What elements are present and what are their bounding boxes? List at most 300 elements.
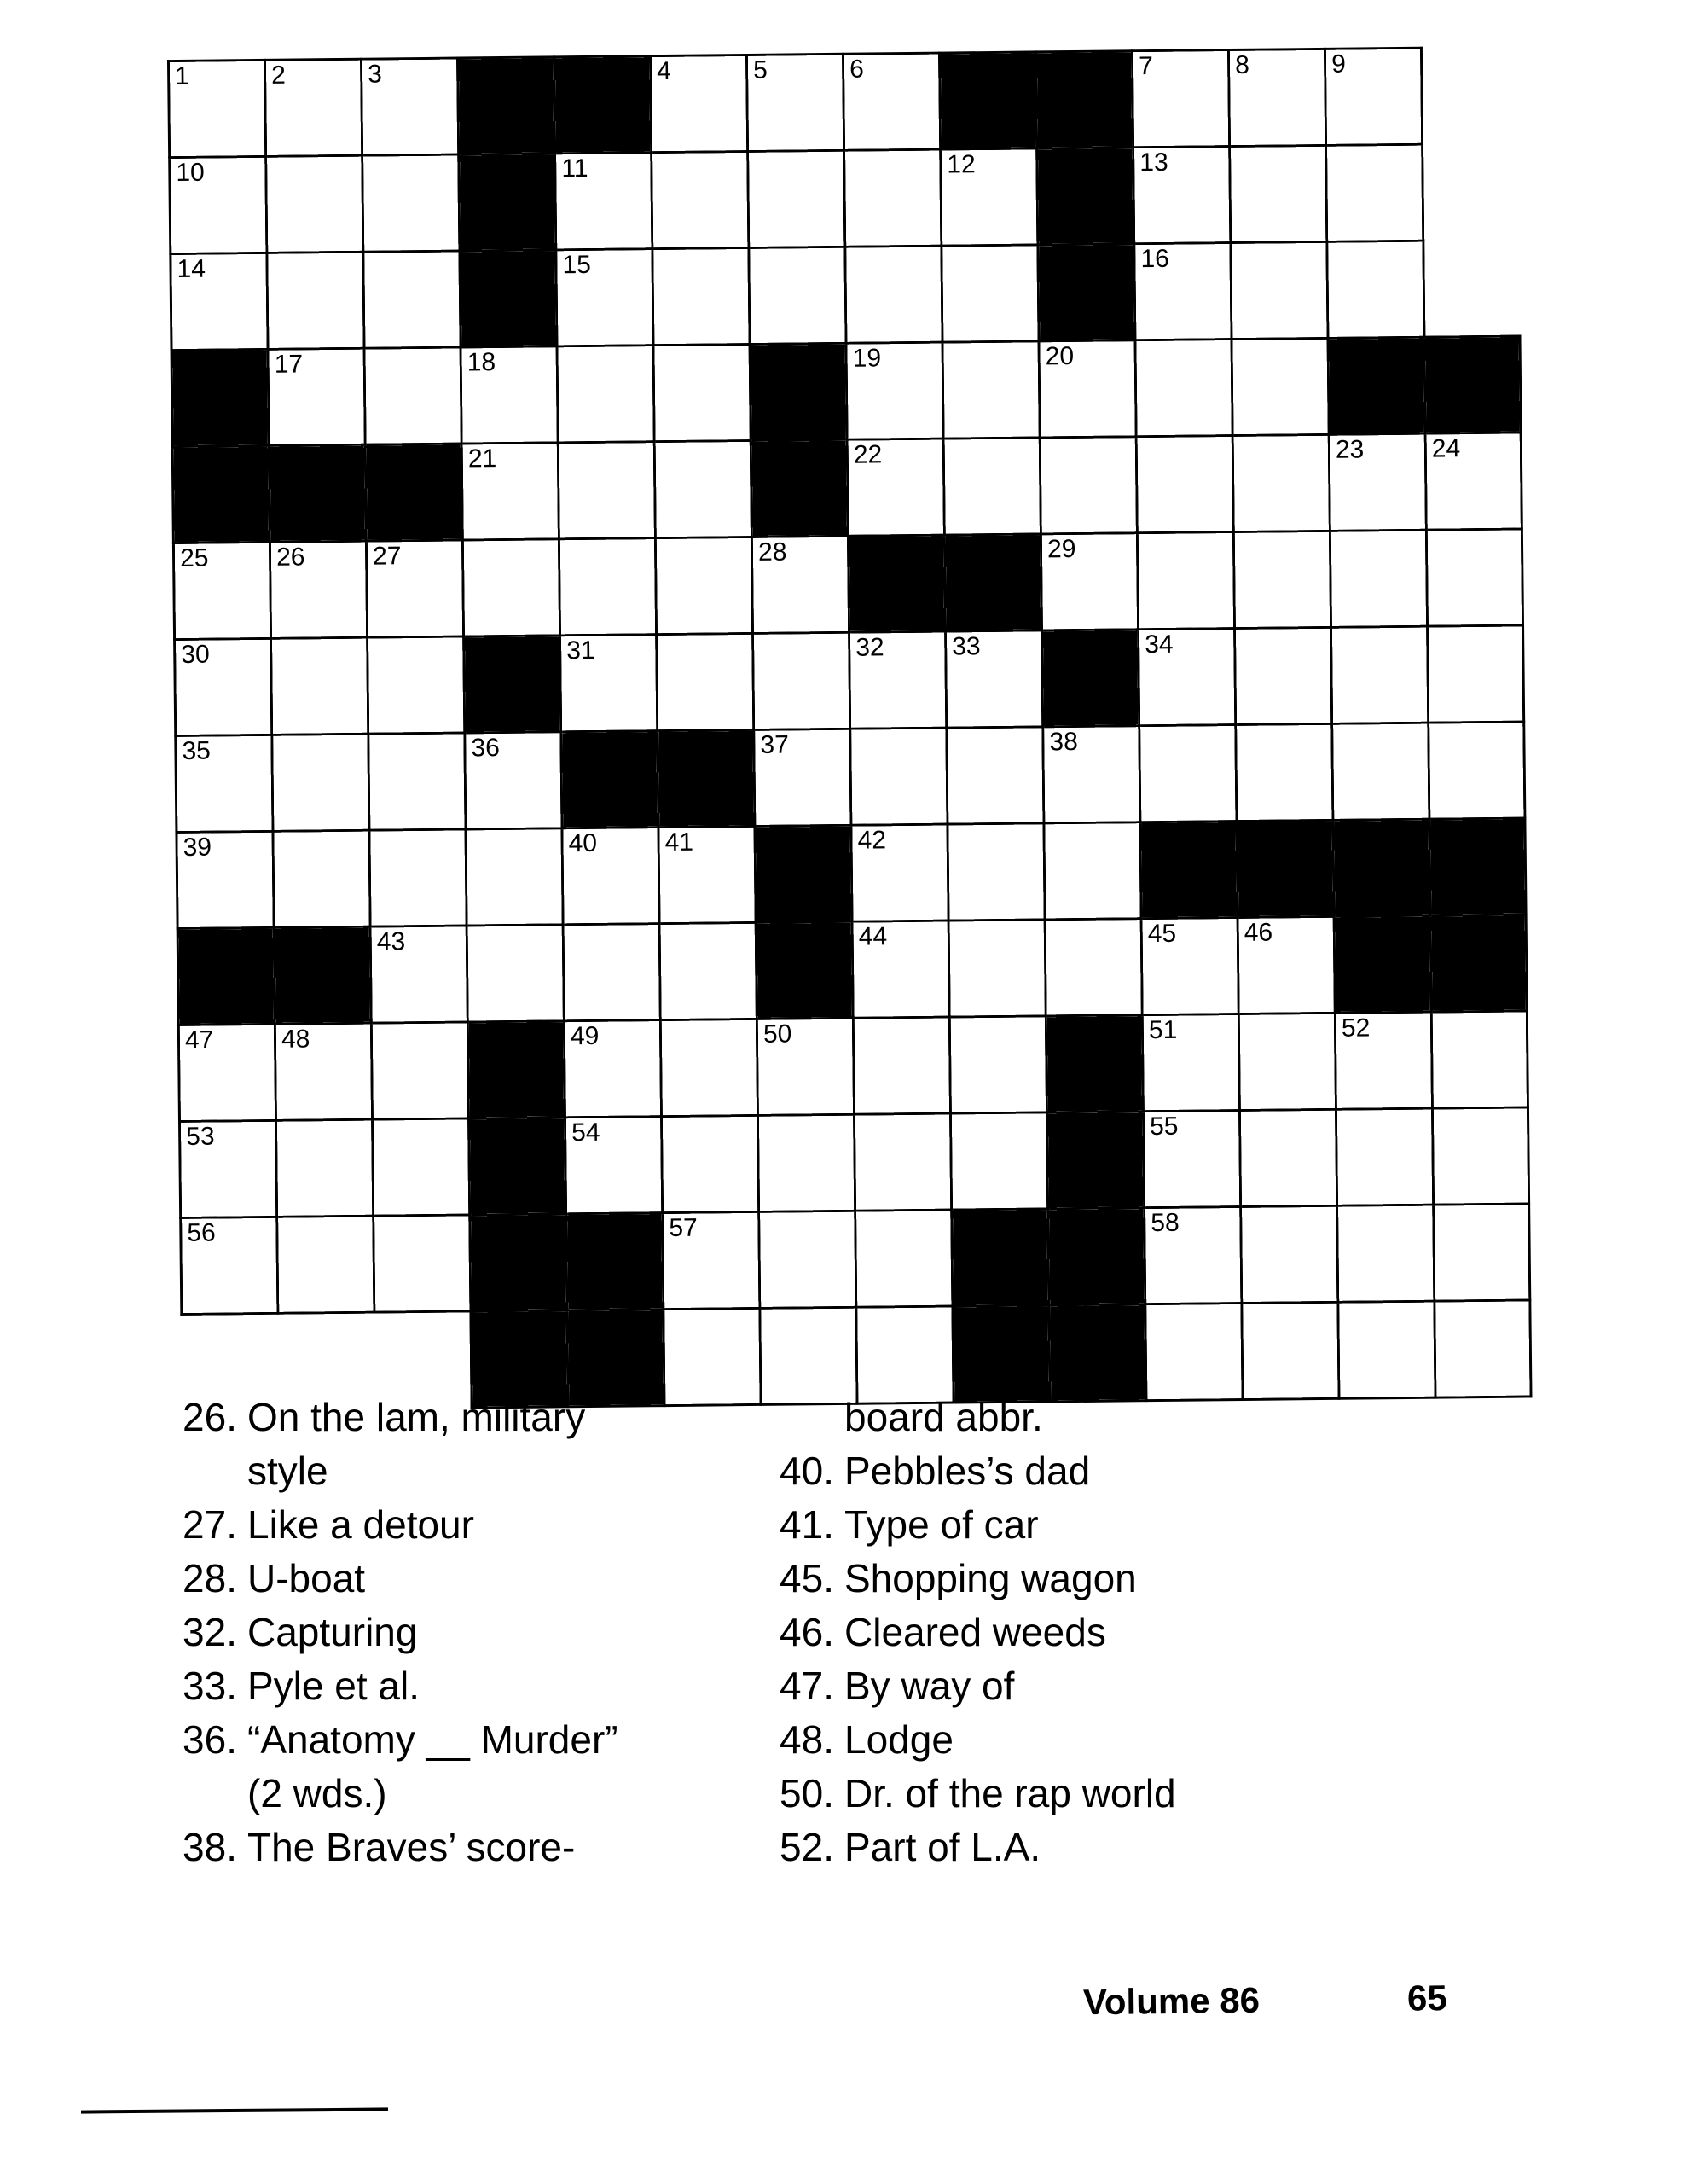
grid-cell[interactable] (559, 538, 656, 636)
grid-cell-block (1037, 148, 1134, 245)
clue-text: Capturing (247, 1610, 418, 1654)
grid-cell[interactable] (852, 921, 949, 1018)
clue-item (162, 1713, 759, 1767)
grid-cell-number: 8 (1234, 50, 1249, 79)
grid-cell-number: 53 (186, 1122, 215, 1151)
grid-cell-block (952, 1209, 1049, 1306)
grid-cell[interactable] (563, 924, 660, 1021)
grid-cell[interactable] (1041, 533, 1138, 630)
grid-cell-number: 51 (1148, 1015, 1178, 1045)
grid-cell[interactable] (942, 341, 1040, 439)
clue-text-continuation: style (247, 1449, 328, 1493)
grid-cell-block (755, 825, 852, 922)
grid-cell[interactable] (749, 247, 846, 344)
clue-text: The Braves’ score- (247, 1825, 576, 1869)
grid-cell-number: 48 (281, 1025, 310, 1054)
grid-cell-block (1140, 822, 1238, 919)
grid-cell-block (554, 56, 651, 154)
clue-text: Shopping wagon (844, 1556, 1137, 1600)
grid-cell[interactable] (654, 440, 751, 537)
grid-cell-number: 22 (853, 440, 883, 469)
grid-cell-block (1430, 915, 1527, 1012)
grid-cell-number: 17 (274, 350, 304, 379)
grid-cell[interactable] (270, 541, 367, 638)
grid-cell[interactable] (943, 438, 1041, 535)
grid-cell[interactable] (1132, 50, 1229, 148)
grid-cell-number: 9 (1330, 49, 1346, 78)
grid-cell-number: 28 (757, 537, 787, 566)
grid-cell[interactable] (557, 346, 654, 443)
grid-cell-block (848, 535, 945, 632)
grid-cell[interactable] (950, 1112, 1047, 1210)
clue-item (759, 1498, 1407, 1552)
grid-cell[interactable] (177, 831, 274, 928)
grid-cell[interactable] (374, 1215, 471, 1312)
grid-cell[interactable] (847, 439, 944, 536)
grid-cell[interactable] (175, 638, 272, 735)
grid-cell[interactable] (361, 58, 458, 155)
grid-row (171, 240, 1520, 351)
clue-text: “Anatomy __ Murder” (247, 1717, 618, 1762)
grid-cell[interactable] (1329, 433, 1426, 531)
clue-item (162, 1606, 759, 1659)
grid-cell[interactable] (1143, 1111, 1240, 1208)
clue-text: Type of car (844, 1502, 1039, 1547)
grid-cell[interactable] (1134, 243, 1232, 340)
grid-cell-block (751, 439, 848, 537)
grid-cell[interactable] (1426, 529, 1522, 626)
grid-cell-block (460, 250, 557, 347)
grid-cell[interactable] (942, 245, 1039, 342)
grid-cell[interactable] (1040, 437, 1137, 534)
grid-cell[interactable] (364, 347, 461, 444)
grid-cell-number: 14 (177, 254, 206, 283)
grid-cell-number: 12 (947, 150, 976, 179)
grid-row (172, 433, 1522, 543)
clue-item (759, 1391, 1407, 1444)
grid-cell-block (944, 534, 1041, 631)
clue-column-left (162, 1391, 759, 1874)
grid-cell[interactable] (941, 148, 1038, 246)
grid-cell-number: 29 (1046, 534, 1076, 564)
grid-cell[interactable] (366, 540, 463, 637)
grid-cell[interactable] (1429, 722, 1525, 819)
clue-item-continuation (162, 1444, 759, 1498)
grid-cell-number: 55 (1149, 1112, 1179, 1141)
clue-text: Pebbles’s dad (844, 1449, 1091, 1493)
grid-cell-block (365, 444, 462, 541)
grid-cell-block (1334, 915, 1431, 1013)
grid-cell[interactable] (661, 1115, 758, 1212)
clue-number: 40. (780, 1449, 834, 1493)
grid-row (168, 47, 1517, 158)
grid-cell[interactable] (178, 1024, 275, 1121)
grid-row (173, 529, 1522, 640)
grid-cell[interactable] (171, 253, 268, 350)
grid-cell-block (1046, 1112, 1144, 1209)
grid-cell[interactable] (1039, 340, 1136, 438)
clue-item-continuation (162, 1767, 759, 1821)
grid-cell[interactable] (368, 636, 465, 734)
grid-cell-number: 2 (271, 61, 287, 90)
clue-text: Pyle et al. (247, 1664, 420, 1708)
grid-cell[interactable] (1241, 1205, 1338, 1303)
grid-cell[interactable] (849, 631, 947, 729)
grid-cell[interactable] (1136, 436, 1233, 533)
clue-number: 38. (183, 1825, 237, 1869)
grid-cell[interactable] (1435, 1300, 1531, 1397)
grid-cell-block (172, 445, 270, 543)
grid-cell-block (457, 57, 554, 154)
grid-cell-block (1049, 1304, 1146, 1402)
grid-cell[interactable] (650, 55, 747, 152)
grid-cell-number: 58 (1151, 1208, 1180, 1238)
grid-cell[interactable] (371, 1022, 468, 1119)
grid-cell-number: 57 (669, 1213, 698, 1243)
grid-cell[interactable] (168, 60, 265, 157)
grid-cell[interactable] (652, 247, 750, 345)
clue-text: On the lam, military (247, 1395, 586, 1439)
grid-cell-number: 21 (467, 444, 497, 473)
grid-cell-number: 39 (183, 833, 212, 862)
grid-cell[interactable] (854, 1113, 951, 1211)
grid-cell[interactable] (855, 1210, 953, 1307)
grid-cell-number: 35 (182, 736, 212, 765)
grid-cell[interactable] (462, 539, 559, 636)
grid-cell-block (459, 154, 556, 251)
grid-cell[interactable] (1137, 532, 1234, 630)
grid-cell[interactable] (1434, 1204, 1530, 1301)
grid-cell[interactable] (1327, 241, 1424, 338)
grid-cell[interactable] (369, 829, 467, 926)
grid-cell[interactable] (1335, 1012, 1432, 1109)
clue-item (759, 1606, 1407, 1659)
grid-cell-block (1237, 820, 1334, 917)
grid-cell-number: 5 (752, 55, 768, 84)
clue-number: 48. (780, 1717, 834, 1762)
grid-cell-number: 45 (1147, 919, 1177, 949)
grid-cell-empty (1421, 47, 1517, 144)
grid-cell-number: 54 (571, 1118, 600, 1147)
clue-number: 26. (183, 1395, 237, 1439)
grid-row (178, 1011, 1528, 1122)
grid-cell-block (561, 731, 658, 828)
grid-cell-number: 37 (760, 730, 789, 759)
grid-cell-number: 44 (858, 922, 888, 951)
grid-cell[interactable] (558, 442, 655, 539)
grid-cell[interactable] (1338, 1301, 1435, 1398)
grid-cell[interactable] (1044, 822, 1141, 920)
grid-cell[interactable] (1230, 145, 1327, 242)
grid-cell[interactable] (1142, 1014, 1239, 1112)
grid-cell[interactable] (1330, 530, 1427, 627)
grid-cell[interactable] (1331, 626, 1429, 723)
grid-cell[interactable] (748, 150, 845, 247)
grid-cell[interactable] (1242, 1302, 1339, 1399)
grid-cell[interactable] (461, 346, 558, 444)
clue-number: 46. (780, 1610, 834, 1654)
grid-cell[interactable] (653, 344, 751, 441)
grid-cell[interactable] (1425, 433, 1522, 530)
grid-cell-block (750, 343, 847, 440)
grid-cell[interactable] (845, 246, 942, 343)
grid-cell[interactable] (560, 635, 658, 732)
grid-cell[interactable] (946, 630, 1043, 728)
grid-cell-block (658, 729, 755, 827)
grid-cell[interactable] (1233, 531, 1330, 628)
grid-cell[interactable] (176, 735, 273, 832)
grid-cell-number: 20 (1045, 341, 1075, 371)
grid-cell[interactable] (267, 252, 364, 349)
volume-label: Volume 86 (1082, 1979, 1261, 2023)
grid-cell[interactable] (562, 828, 659, 925)
grid-cell[interactable] (372, 1118, 469, 1216)
grid-cell-number: 24 (1431, 434, 1461, 463)
grid-cell[interactable] (565, 1117, 662, 1214)
clue-item (759, 1713, 1407, 1767)
grid-cell-number: 6 (849, 55, 864, 84)
grid-cell-empty (1423, 240, 1520, 337)
grid-cell-number: 1 (175, 61, 190, 91)
clue-number: 47. (780, 1664, 834, 1708)
clues-section (128, 1391, 1578, 1988)
clue-item (162, 1552, 759, 1606)
clue-number: 28. (183, 1556, 237, 1600)
grid-row (177, 818, 1526, 929)
grid-cell-number: 46 (1244, 918, 1273, 947)
grid-cell-block (1424, 336, 1521, 433)
clue-number: 32. (183, 1610, 237, 1654)
grid-cell[interactable] (757, 1114, 855, 1211)
footer-rule (81, 2107, 388, 2113)
grid-cell[interactable] (1145, 1303, 1243, 1400)
grid-cell[interactable] (180, 1120, 277, 1217)
grid-cell[interactable] (751, 536, 849, 633)
grid-cell-number: 33 (952, 632, 981, 661)
grid-cell[interactable] (657, 633, 754, 730)
crossword-grid-container (167, 46, 1494, 1374)
grid-cell[interactable] (844, 149, 942, 247)
clue-item (759, 1552, 1407, 1606)
grid-cell[interactable] (1239, 1109, 1336, 1206)
grid-cell-block (1328, 337, 1425, 434)
grid-cell[interactable] (266, 155, 363, 253)
grid-cell-number: 47 (184, 1025, 214, 1054)
grid-cell[interactable] (368, 733, 466, 830)
grid-cell-empty (1423, 143, 1519, 241)
grid-cell[interactable] (1228, 49, 1325, 146)
grid-cell-number: 36 (471, 734, 500, 763)
grid-cell[interactable] (370, 926, 467, 1023)
clue-item (162, 1498, 759, 1552)
grid-cell-number: 40 (568, 828, 598, 858)
grid-cell-number: 43 (376, 927, 406, 956)
grid-cell[interactable] (465, 732, 562, 829)
grid-cell[interactable] (1235, 627, 1332, 724)
grid-cell-block (1038, 244, 1135, 341)
grid-cell[interactable] (659, 922, 757, 1019)
grid-cell[interactable] (753, 632, 850, 729)
grid-cell-number: 49 (570, 1021, 600, 1051)
grid-cell[interactable] (276, 1119, 374, 1217)
grid-cell[interactable] (1238, 1013, 1336, 1110)
grid-cell[interactable] (1332, 723, 1429, 820)
grid-cell[interactable] (663, 1211, 760, 1309)
grid-cell[interactable] (1232, 434, 1330, 531)
grid-cell-number: 15 (562, 250, 592, 280)
grid-cell[interactable] (268, 348, 365, 445)
grid-cell[interactable] (363, 251, 461, 348)
clue-item (759, 1767, 1407, 1821)
grid-cell-block (1429, 818, 1526, 915)
grid-cell-number: 34 (1145, 630, 1174, 659)
grid-cell-block (566, 1213, 664, 1310)
grid-cell[interactable] (948, 920, 1046, 1017)
grid-cell-number: 31 (566, 636, 595, 665)
grid-cell-number: 7 (1138, 52, 1153, 81)
clue-text: U-boat (247, 1556, 366, 1600)
grid-cell-number: 3 (367, 60, 383, 89)
grid-cell-number: 23 (1335, 435, 1365, 464)
grid-cell[interactable] (1325, 48, 1422, 145)
grid-cell[interactable] (1045, 919, 1142, 1016)
grid-row (171, 336, 1521, 447)
grid-cell[interactable] (564, 1020, 661, 1118)
grid-cell[interactable] (1145, 1206, 1242, 1304)
grid-cell[interactable] (461, 443, 559, 540)
page-number: 65 (1406, 1978, 1447, 2018)
clue-item (759, 1444, 1407, 1498)
clue-text: Cleared weeds (844, 1610, 1106, 1654)
grid-cell-number: 10 (176, 158, 205, 188)
grid-cell[interactable] (846, 342, 943, 439)
grid-cell[interactable] (660, 1019, 757, 1116)
grid-cell[interactable] (947, 727, 1044, 824)
grid-row (175, 625, 1524, 736)
grid-cell-block (756, 921, 853, 1019)
grid-cell[interactable] (1139, 629, 1236, 726)
grid-cell-number: 26 (275, 543, 305, 572)
grid-cell[interactable] (466, 828, 563, 926)
grid-row (176, 722, 1525, 833)
grid-cell[interactable] (856, 1306, 954, 1403)
grid-cell[interactable] (1141, 918, 1238, 1015)
grid-cell-number: 42 (857, 826, 887, 855)
clue-number: 45. (780, 1556, 834, 1600)
clue-item (162, 1821, 759, 1874)
grid-cell[interactable] (1428, 625, 1524, 723)
clue-text: board abbr. (844, 1395, 1043, 1439)
grid-cell[interactable] (1236, 723, 1333, 821)
grid-cell[interactable] (362, 154, 460, 252)
clue-number: 27. (183, 1502, 237, 1547)
grid-cell[interactable] (843, 53, 940, 150)
grid-cell[interactable] (264, 59, 362, 156)
clue-number: 33. (183, 1664, 237, 1708)
grid-cell-number: 30 (181, 640, 210, 669)
grid-cell[interactable] (757, 1018, 854, 1115)
clue-text: Lodge (844, 1717, 954, 1762)
grid-cell-number: 41 (664, 828, 694, 857)
grid-cell[interactable] (556, 249, 653, 346)
clue-text-continuation: (2 wds.) (247, 1771, 387, 1815)
grid-cell[interactable] (277, 1216, 374, 1313)
grid-cell-block (1035, 51, 1133, 148)
clue-text: By way of (844, 1664, 1015, 1708)
grid-cell-number: 50 (762, 1019, 792, 1048)
grid-cell[interactable] (759, 1211, 856, 1308)
grid-cell-block (467, 1021, 565, 1118)
grid-cell-block (269, 444, 366, 542)
grid-cell[interactable] (1232, 338, 1329, 435)
clue-number: 41. (780, 1502, 834, 1547)
clue-number: 50. (780, 1771, 834, 1815)
grid-cell-number: 32 (855, 633, 884, 662)
grid-cell[interactable] (850, 728, 948, 825)
page-footer (1083, 1977, 1545, 2034)
grid-cell[interactable] (272, 734, 369, 831)
grid-cell-number: 18 (467, 348, 496, 377)
grid-cell[interactable] (173, 542, 270, 639)
grid-cell[interactable] (1133, 147, 1231, 244)
grid-cell[interactable] (851, 824, 948, 921)
grid-row (181, 1204, 1530, 1315)
grid-cell[interactable] (1431, 1011, 1528, 1108)
grid-cell[interactable] (655, 537, 752, 634)
grid-cell[interactable] (658, 826, 756, 923)
clue-text: Part of L.A. (844, 1825, 1041, 1869)
grid-cell-block (470, 1214, 567, 1311)
grid-row (170, 143, 1519, 254)
grid-cell[interactable] (555, 153, 652, 250)
grid-cell-block (274, 926, 371, 1024)
grid-cell[interactable] (853, 1017, 950, 1114)
grid-cell[interactable] (1238, 916, 1335, 1014)
grid-cell[interactable] (1043, 726, 1140, 823)
grid-cell[interactable] (746, 54, 844, 151)
clue-text: Like a detour (247, 1502, 474, 1547)
grid-cell[interactable] (1432, 1107, 1528, 1205)
grid-cell-block (1333, 819, 1430, 916)
grid-cell-block (939, 52, 1036, 149)
clue-item (162, 1659, 759, 1713)
clue-item (759, 1659, 1407, 1713)
grid-cell[interactable] (1135, 340, 1232, 437)
grid-cell[interactable] (754, 729, 851, 826)
clue-column-right (759, 1391, 1407, 1874)
grid-cell-block (464, 636, 561, 733)
grid-cell[interactable] (170, 156, 267, 253)
grid-cell[interactable] (949, 1016, 1046, 1113)
grid-cell[interactable] (467, 925, 564, 1022)
grid-cell[interactable] (948, 823, 1045, 921)
grid-cell[interactable] (652, 151, 749, 248)
grid-cell-number: 16 (1140, 244, 1170, 274)
grid-cell-number: 38 (1049, 727, 1078, 757)
grid-cell[interactable] (1139, 725, 1237, 822)
grid-cell[interactable] (181, 1217, 278, 1314)
grid-cell[interactable] (275, 1023, 372, 1120)
grid-cell[interactable] (1231, 241, 1328, 339)
grid-cell[interactable] (1337, 1205, 1435, 1302)
crossword-grid[interactable] (167, 46, 1532, 1412)
grid-cell[interactable] (273, 830, 370, 927)
grid-cell[interactable] (1326, 144, 1423, 241)
grid-cell-number: 25 (179, 543, 209, 572)
grid-cell[interactable] (1336, 1108, 1433, 1205)
grid-cell-block (468, 1118, 565, 1215)
grid-cell[interactable] (271, 637, 368, 735)
